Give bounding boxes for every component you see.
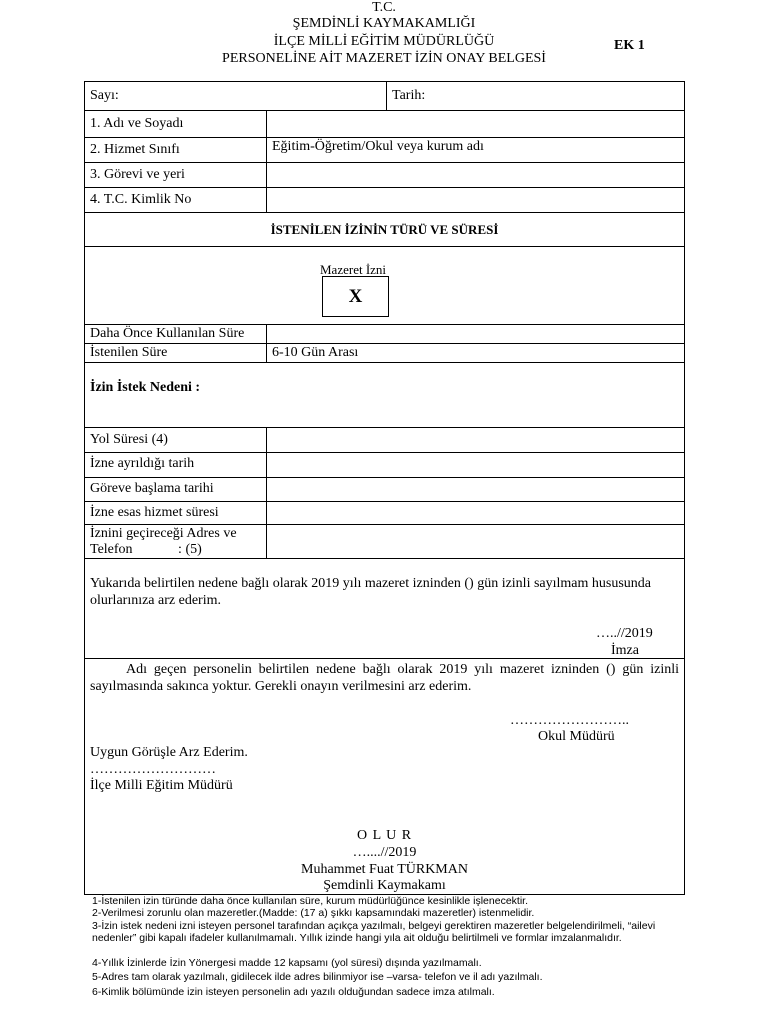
- principal-dots: ……………………..: [510, 713, 629, 728]
- service-class-value[interactable]: Eğitim-Öğretim/Okul veya kurum adı: [272, 139, 484, 154]
- service-class-label: 2. Hizmet Sınıfı: [90, 142, 180, 157]
- prior-used-label: Daha Önce Kullanılan Süre: [90, 326, 245, 341]
- footnote-1: 1-İstenilen izin türünde daha önce kullanılan süre, kurum müdürlüğünce kesinlikle işlenecektir.: [92, 895, 528, 907]
- approval-text: Adı geçen personelin belirtilen nedene bağlı olarak 2019 yılı mazeret izninden () gün izinli sayılmasında sakınca yoktur. Gerekli onayın verilmesini arz ederim.: [90, 662, 679, 694]
- footnote-2: 2-Verilmesi zorunlu olan mazeretler.(Madde: (17 a) şıkkı kapsamındaki mazeretler) istenmelidir.: [92, 907, 535, 919]
- section-title: İSTENİLEN İZİNİN TÜRÜ VE SÜRESİ: [270, 222, 499, 237]
- return-date-label: Göreve başlama tarihi: [90, 481, 214, 496]
- name-label: 1. Adı ve Soyadı: [90, 116, 184, 131]
- divider: [84, 324, 685, 325]
- director-dots: ………………………: [90, 762, 216, 777]
- divider: [84, 477, 685, 478]
- footnote-3: 3-İzin istek nedeni izni isteyen personel tarafından açıkça yazılmalı, belgeyi gerektiren mazeretler belgelendirilmeli, “ailevi nedenler” gibi kapalı ifadeler kullanılmamalı. Yıllık izinde hangi yıla ait olduğu belirtilmeli ve formlar imzalanmalıdır.: [92, 920, 656, 944]
- footnote-4: 4-Yıllık İzinlerde İzin Yönergesi madde 12 kapsamı (yol süresi) dışında yazılmamalı.: [92, 957, 482, 969]
- divider: [84, 212, 685, 213]
- request-date: …..//2019: [596, 626, 653, 641]
- reason-label: İzin İstek Nedeni :: [90, 380, 201, 395]
- sayi-label: Sayı:: [90, 88, 119, 103]
- divider: [84, 343, 685, 344]
- header-tc: T.C.: [372, 0, 396, 15]
- request-text: Yukarıda belirtilen nedene bağlı olarak 2019 yılı mazeret izninden () gün izinli sayılmam hususunda olurlarınıza arz ederim.: [90, 576, 652, 608]
- requested-label: İstenilen Süre: [90, 345, 168, 360]
- governor-name: Muhammet Fuat TÜRKMAN: [301, 862, 468, 877]
- opinion-text: Uygun Görüşle Arz Ederim.: [90, 745, 248, 760]
- divider: [84, 110, 685, 111]
- footnote-5: 5-Adres tam olarak yazılmalı, gidilecek ilde adres bilinmiyor ise –varsa- telefon ve il adı yazılmalı.: [92, 971, 543, 983]
- address-label-line1: İznini geçireceği Adres ve: [90, 526, 237, 541]
- leave-type-mark: X: [348, 286, 363, 307]
- divider: [84, 246, 685, 247]
- requested-value[interactable]: 6-10 Gün Arası: [272, 345, 359, 360]
- principal-title: Okul Müdürü: [538, 729, 615, 744]
- tc-id-label: 4. T.C. Kimlik No: [90, 192, 192, 207]
- detail-column-divider: [266, 427, 267, 558]
- travel-time-label: Yol Süresi (4): [90, 432, 168, 447]
- header-mudurluk: İLÇE MİLLİ EĞİTİM MÜDÜRLÜĞÜ: [273, 34, 495, 49]
- divider: [84, 452, 685, 453]
- olur-date: …....//2019: [352, 845, 417, 860]
- footnote-6: 6-Kimlik bölümünde izin isteyen personelin adı yazılı olduğundan sadece imza atılmalı.: [92, 986, 495, 998]
- duty-label: 3. Görevi ve yeri: [90, 167, 185, 182]
- annex-label: EK 1: [614, 38, 645, 53]
- director-title: İlçe Milli Eğitim Müdürü: [90, 778, 233, 793]
- sayi-tarih-divider: [386, 81, 387, 110]
- service-period-label: İzne esas hizmet süresi: [90, 505, 219, 520]
- leave-type-label: Mazeret İzni: [320, 262, 387, 277]
- olur-label: O L U R: [356, 828, 413, 843]
- divider: [84, 558, 685, 559]
- divider: [84, 162, 685, 163]
- divider: [84, 501, 685, 502]
- governor-title: Şemdinli Kaymakamı: [323, 878, 446, 893]
- tarih-label: Tarih:: [392, 88, 426, 103]
- request-signature: İmza: [611, 643, 639, 658]
- divider: [84, 658, 685, 659]
- leave-start-label: İzne ayrıldığı tarih: [90, 456, 195, 471]
- divider: [84, 524, 685, 525]
- divider: [84, 137, 685, 138]
- header-kaymakamlik: ŞEMDİNLİ KAYMAKAMLIĞI: [292, 16, 476, 31]
- divider: [84, 427, 685, 428]
- divider: [84, 187, 685, 188]
- page-title: PERSONELİNE AİT MAZERET İZİN ONAY BELGESİ: [222, 51, 546, 66]
- divider: [84, 362, 685, 363]
- address-label-line2: Telefon : (5): [90, 542, 202, 557]
